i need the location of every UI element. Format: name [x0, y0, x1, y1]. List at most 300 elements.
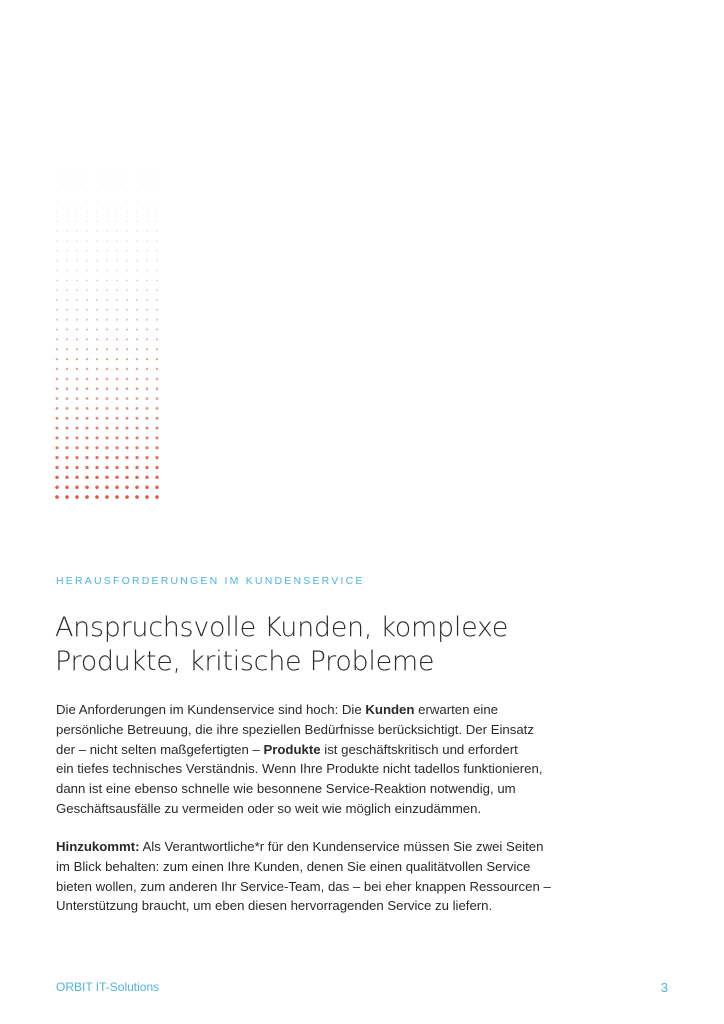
decorative-dot [156, 279, 158, 281]
decorative-dot [136, 201, 137, 202]
decorative-dot [105, 446, 108, 449]
decorative-dot [156, 211, 157, 212]
decorative-dot [116, 397, 119, 400]
decorative-dot [86, 309, 88, 311]
decorative-dot [115, 446, 118, 449]
decorative-dot [136, 329, 138, 331]
decorative-dot [126, 397, 129, 400]
decorative-dot [116, 348, 118, 350]
decorative-dot [156, 240, 157, 241]
decorative-dot [66, 397, 69, 400]
decorative-dot [156, 270, 158, 272]
emphasis-kunden: Kunden [365, 702, 415, 717]
decorative-dot [126, 250, 128, 252]
decorative-dot [146, 329, 148, 331]
decorative-dot [136, 260, 138, 262]
decorative-dot [76, 358, 78, 360]
decorative-dot [126, 279, 128, 281]
decorative-dot [76, 329, 78, 331]
decorative-dot [66, 250, 68, 252]
decorative-dot [146, 348, 148, 350]
decorative-dot [156, 319, 158, 321]
decorative-dot [106, 338, 108, 340]
decorative-dot [66, 407, 69, 410]
decorative-dot [146, 260, 148, 262]
decorative-dot [157, 172, 158, 173]
decorative-dot [96, 260, 98, 262]
decorative-dot [66, 417, 69, 420]
decorative-dot [65, 466, 68, 469]
decorative-dot [147, 172, 148, 173]
decorative-dot [96, 319, 98, 321]
decorative-dot [136, 270, 138, 272]
page-title [55, 611, 655, 679]
decorative-dot [96, 289, 98, 291]
decorative-dot [126, 181, 127, 182]
decorative-dot [136, 309, 138, 311]
decorative-dot [156, 338, 158, 340]
decorative-dot [85, 446, 88, 449]
decorative-dot [66, 348, 68, 350]
decorative-dot [126, 407, 129, 410]
decorative-dot [106, 181, 107, 182]
decorative-dot [96, 211, 97, 212]
decorative-dot [125, 495, 129, 499]
decorative-dot [66, 358, 68, 360]
decorative-dot [66, 260, 68, 262]
decorative-dot [96, 221, 97, 222]
decorative-dot [66, 201, 67, 202]
decorative-dot [95, 446, 98, 449]
decorative-dot [126, 427, 129, 430]
decorative-dot [76, 201, 77, 202]
decorative-dot [96, 407, 99, 410]
decorative-dot [156, 387, 159, 390]
decorative-dot [156, 358, 158, 360]
decorative-dot [135, 485, 139, 489]
decorative-dot [86, 191, 87, 192]
decorative-dot [86, 230, 87, 231]
decorative-dot [76, 230, 77, 231]
decorative-dot [106, 329, 108, 331]
decorative-dot [127, 172, 128, 173]
decorative-dot [96, 387, 99, 390]
decorative-dot [156, 221, 157, 222]
decorative-dot [156, 397, 159, 400]
decorative-dot [77, 172, 78, 173]
decorative-dot [106, 211, 107, 212]
decorative-dot [76, 250, 78, 252]
decorative-dot [86, 387, 89, 390]
decorative-dot [136, 221, 137, 222]
decorative-dot [125, 485, 129, 489]
decorative-dot [85, 476, 88, 479]
decorative-dot [56, 348, 58, 350]
decorative-dot [135, 436, 138, 439]
page-number: 3 [660, 980, 668, 995]
decorative-dot [146, 358, 148, 360]
decorative-dot [66, 427, 69, 430]
decorative-dot [126, 299, 128, 301]
decorative-dot [96, 397, 99, 400]
decorative-dot [86, 338, 88, 340]
decorative-dot [106, 309, 108, 311]
decorative-dot [156, 368, 158, 370]
decorative-dot [155, 485, 159, 489]
decorative-dot [136, 211, 137, 212]
decorative-dot [66, 329, 68, 331]
text-run: ist geschäftskritisch und erfordert [320, 741, 518, 757]
decorative-dot [146, 211, 147, 212]
decorative-dot [126, 230, 127, 231]
decorative-dot [85, 436, 88, 439]
decorative-dot [105, 485, 109, 489]
decorative-dot [115, 495, 119, 499]
decorative-dot [86, 240, 87, 241]
decorative-dot [55, 466, 58, 469]
decorative-dot [86, 289, 88, 291]
decorative-dot [76, 191, 77, 192]
decorative-dot [86, 181, 87, 182]
decorative-dot [136, 289, 138, 291]
decorative-dot [156, 348, 158, 350]
paragraph-line: Unterstützung braucht, um eben diesen hervorragenden Service zu liefern. [56, 898, 493, 914]
decorative-dot [136, 299, 138, 301]
decorative-dot [65, 495, 69, 499]
decorative-dot [96, 427, 99, 430]
decorative-dot [117, 172, 118, 173]
decorative-dot [135, 495, 139, 499]
decorative-dot [65, 456, 68, 459]
decorative-dot [156, 260, 158, 262]
decorative-dot [155, 495, 159, 499]
decorative-dot [65, 476, 68, 479]
decorative-dot [65, 485, 69, 489]
paragraph-line: persönliche Betreuung, die ihre speziellen Bedürfnisse berücksichtigt. Der Einsatz [56, 721, 534, 737]
decorative-dot [156, 230, 157, 231]
decorative-dot [155, 456, 158, 459]
decorative-dot [95, 476, 98, 479]
decorative-dot [126, 417, 129, 420]
decorative-dot [146, 240, 147, 241]
decorative-dot [55, 436, 58, 439]
decorative-dot [55, 485, 59, 489]
decorative-dot [75, 446, 78, 449]
decorative-dot [106, 279, 108, 281]
decorative-dot [66, 221, 67, 222]
decorative-dot [106, 221, 107, 222]
decorative-dot [116, 329, 118, 331]
decorative-dot [55, 476, 58, 479]
decorative-dot [136, 358, 138, 360]
decorative-dot [125, 476, 128, 479]
decorative-dot [76, 387, 79, 390]
decorative-dot [106, 289, 108, 291]
decorative-dot [116, 319, 118, 321]
decorative-dot [56, 250, 58, 252]
decorative-dot [76, 299, 78, 301]
decorative-dot [66, 309, 68, 311]
decorative-dot [96, 181, 97, 182]
decorative-dot [95, 436, 98, 439]
decorative-dot [76, 319, 78, 321]
decorative-dot [145, 456, 148, 459]
decorative-dot [125, 456, 128, 459]
decorative-dot [145, 476, 148, 479]
decorative-dot [56, 358, 58, 360]
decorative-dot [125, 466, 128, 469]
decorative-dot [96, 299, 98, 301]
paragraph-line: im Blick behalten: zum einen Ihre Kunden, denen Sie einen qualitätvollen Service [56, 858, 531, 874]
decorative-dot [116, 250, 118, 252]
decorative-dot [156, 250, 158, 252]
decorative-dot [56, 387, 59, 390]
decorative-dot [106, 378, 109, 381]
decorative-dot [155, 436, 158, 439]
decorative-dot [135, 446, 138, 449]
decorative-dot [137, 172, 138, 173]
decorative-dot [96, 279, 98, 281]
decorative-dot [146, 338, 148, 340]
decorative-dot [126, 221, 127, 222]
decorative-dot [156, 378, 159, 381]
paragraph-line: bieten wollen, zum anderen Ihr Service-Team, das – bei eher knappen Ressourcen – [56, 878, 551, 894]
decorative-dot [126, 368, 128, 370]
decorative-dot [56, 368, 58, 370]
decorative-dot [106, 201, 107, 202]
decorative-dot [116, 201, 117, 202]
decorative-dot [105, 466, 108, 469]
decorative-dot [136, 279, 138, 281]
decorative-dot [66, 240, 67, 241]
decorative-dot [145, 495, 149, 499]
decorative-dot [115, 466, 118, 469]
decorative-dot [76, 427, 79, 430]
decorative-dot [136, 368, 138, 370]
decorative-dot [126, 211, 127, 212]
emphasis-produkte: Produkte [263, 741, 321, 757]
decorative-dot [156, 299, 158, 301]
decorative-dot [56, 221, 57, 222]
decorative-dot [96, 230, 97, 231]
decorative-dot [76, 368, 78, 370]
decorative-dot [96, 358, 98, 360]
decorative-dot [96, 191, 97, 192]
decorative-dot [96, 417, 99, 420]
decorative-dot [76, 181, 77, 182]
decorative-dot [146, 309, 148, 311]
decorative-dot [56, 427, 59, 430]
decorative-dot [115, 476, 118, 479]
decorative-dot [87, 172, 88, 173]
decorative-dot [106, 427, 109, 430]
decorative-dot [75, 485, 79, 489]
decorative-dot [66, 279, 68, 281]
decorative-dot [156, 191, 157, 192]
decorative-dot [146, 407, 149, 410]
decorative-dot [155, 446, 158, 449]
decorative-dot [66, 319, 68, 321]
decorative-dot [145, 466, 148, 469]
decorative-dot [86, 368, 88, 370]
decorative-dot [106, 397, 109, 400]
decorative-dot [86, 329, 88, 331]
decorative-dot [96, 240, 97, 241]
decorative-dot [146, 230, 147, 231]
decorative-dot [86, 358, 88, 360]
decorative-dot [125, 446, 128, 449]
decorative-dot [65, 446, 68, 449]
decorative-dot [57, 172, 58, 173]
decorative-dot [126, 289, 128, 291]
decorative-dot [95, 466, 98, 469]
decorative-dot [55, 446, 58, 449]
decorative-dot [106, 230, 107, 231]
decorative-dot [56, 201, 57, 202]
decorative-dot [56, 319, 58, 321]
decorative-dot [66, 181, 67, 182]
paragraph-line [56, 740, 576, 760]
decorative-dot [126, 338, 128, 340]
decorative-dot [76, 289, 78, 291]
decorative-dot [96, 270, 98, 272]
decorative-dot [136, 378, 139, 381]
decorative-dot [145, 446, 148, 449]
decorative-dot [86, 319, 88, 321]
decorative-dot [56, 407, 59, 410]
decorative-dot [56, 211, 57, 212]
decorative-dot [86, 270, 88, 272]
decorative-dot [116, 270, 118, 272]
decorative-dot [85, 495, 89, 499]
decorative-dot [115, 485, 119, 489]
decorative-dot [96, 309, 98, 311]
decorative-dot [86, 260, 88, 262]
decorative-dot [156, 417, 159, 420]
decorative-dot [116, 417, 119, 420]
decorative-dot [106, 191, 107, 192]
decorative-dot [56, 289, 58, 291]
decorative-dot [56, 191, 57, 192]
decorative-dot [115, 436, 118, 439]
decorative-dot [136, 240, 137, 241]
decorative-dot [76, 338, 78, 340]
decorative-dot [126, 201, 127, 202]
decorative-dot [126, 191, 127, 192]
decorative-dot [106, 358, 108, 360]
text-run: erwarten eine [414, 702, 499, 717]
decorative-dot [136, 191, 137, 192]
paragraph-line [56, 700, 576, 720]
decorative-dot [146, 201, 147, 202]
decorative-dot [76, 221, 77, 222]
decorative-dot [146, 250, 148, 252]
decorative-dot [116, 338, 118, 340]
decorative-dot [126, 240, 127, 241]
decorative-dot [146, 270, 148, 272]
decorative-dot [156, 201, 157, 202]
decorative-dot [146, 279, 148, 281]
decorative-dot [95, 495, 99, 499]
decorative-dot [66, 211, 67, 212]
decorative-dot [116, 387, 119, 390]
decorative-dot [55, 495, 59, 499]
decorative-dot [96, 378, 99, 381]
decorative-dot [85, 466, 88, 469]
decorative-dot [146, 427, 149, 430]
decorative-dot [56, 329, 58, 331]
decorative-dot [106, 387, 109, 390]
text-run: Die Anforderungen im Kundenservice sind hoch: Die [56, 702, 366, 717]
decorative-dot [146, 191, 147, 192]
decorative-dot [55, 456, 58, 459]
decorative-dot [116, 309, 118, 311]
decorative-dot [56, 181, 57, 182]
decorative-dot [145, 485, 149, 489]
decorative-dot [146, 378, 149, 381]
decorative-dot [136, 338, 138, 340]
decorative-dot [116, 279, 118, 281]
paragraph-line: ein tiefes technisches Verständnis. Wenn Ihre Produkte nicht tadellos funktionieren, [56, 761, 543, 777]
decorative-dot [56, 270, 58, 272]
decorative-dot [136, 387, 139, 390]
decorative-dot [145, 436, 148, 439]
decorative-dot [156, 427, 159, 430]
decorative-dot [106, 299, 108, 301]
decorative-dot [56, 279, 58, 281]
decorative-dot [116, 230, 117, 231]
decorative-dot [85, 485, 89, 489]
decorative-dot [126, 329, 128, 331]
decorative-dot [126, 358, 128, 360]
decorative-dot [76, 417, 79, 420]
decorative-dot [116, 260, 118, 262]
decorative-dot [67, 172, 68, 173]
decorative-dot [146, 368, 148, 370]
decorative-dot [105, 495, 109, 499]
decorative-dot [86, 221, 87, 222]
decorative-dot [76, 260, 78, 262]
decorative-dot [97, 172, 98, 173]
decorative-dot [136, 417, 139, 420]
decorative-dot [86, 279, 88, 281]
decorative-dot [136, 181, 137, 182]
text-run: Als Verantwortliche*r für den Kundenservice müssen Sie zwei Seiten [139, 839, 544, 854]
decorative-dot [146, 397, 149, 400]
decorative-dot [75, 495, 79, 499]
decorative-dot [106, 348, 108, 350]
decorative-dot [86, 407, 89, 410]
decorative-dot [66, 368, 68, 370]
decorative-dot [95, 485, 99, 489]
decorative-dot [66, 230, 67, 231]
decorative-dot [136, 427, 139, 430]
decorative-dot [66, 299, 68, 301]
decorative-dot [126, 260, 128, 262]
decorative-dot [95, 456, 98, 459]
decorative-dot [135, 466, 138, 469]
decorative-dot [106, 260, 108, 262]
footer-brand: ORBIT IT-Solutions [56, 980, 160, 994]
decorative-dot [105, 476, 108, 479]
decorative-dot [136, 319, 138, 321]
decorative-dot [66, 289, 68, 291]
decorative-dot [146, 417, 149, 420]
decorative-dot [135, 476, 138, 479]
decorative-dot [126, 270, 128, 272]
decorative-dot [126, 309, 128, 311]
decorative-dot [106, 250, 108, 252]
